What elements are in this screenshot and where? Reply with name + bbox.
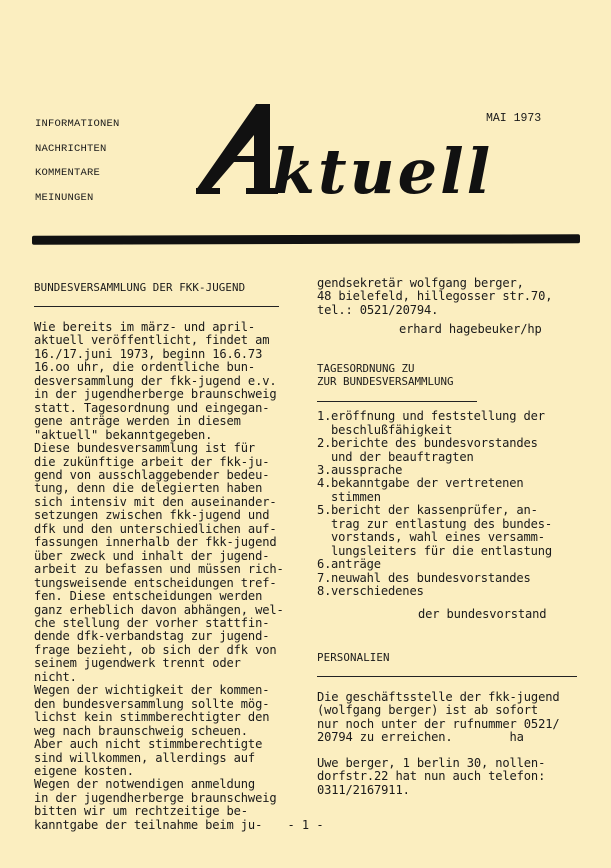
body-line: Aber auch nicht stimmberechtigte [34,737,263,752]
agenda-item-line: stimmen [331,489,381,504]
body-line: sind willkommen, allerdings auf [34,750,256,765]
svg-text:ktuell: ktuell [272,135,494,207]
body-line: statt. Tagesordnung und eingegan- [34,400,270,415]
tagline-line: MEINUNGEN [35,191,94,204]
body-line: gendsekretär wolfgang berger, [317,276,524,290]
agenda-list [317,410,597,598]
agenda-item [317,572,597,585]
agenda-item-line: aussprache [331,463,403,478]
agenda-item-line: verschiedenes [331,584,424,599]
body-line: 48 bielefeld, hillegosser str.70, [317,289,553,304]
agenda-item-line: lungsleiters für die entlastung [331,543,553,558]
agenda-item-number: 5. [317,503,332,518]
agenda-heading-line: TAGESORDNUNG ZU [317,361,415,375]
agenda-item-line: bekanntgabe der vertretenen [331,476,524,491]
agenda-item-number: 4. [317,476,332,491]
body-line: seinem jugendwerk trennt oder [34,656,241,671]
body-line: bitten wir um rechtzeitige be- [34,804,248,819]
agenda-item-text [331,585,424,598]
body-line: 20794 zu erreichen. ha [317,730,524,745]
agenda-item-number: 3. [317,463,332,478]
body-line: aktuell veröffentlicht, findet am [34,333,270,348]
agenda-heading [317,362,597,388]
body-line: fassungen innerhalb der fkk-jugend [34,535,277,550]
body-line: che stellung der vorher stattfin- [34,615,270,630]
agenda-item-number: 7. [317,570,332,585]
body-line: 16./17.juni 1973, beginn 16.6.73 [34,346,263,361]
body-line: eigene kosten. [34,763,134,778]
body-line: über zweck und inhalt der jugend- [34,548,270,563]
body-line: 0311/2167911. [317,782,410,797]
body-line: gene anträge werden in diesem [34,414,241,429]
body-line: arbeit zu befassen und müssen rich- [34,562,284,577]
issue-date: MAI 1973 [486,112,542,125]
page-number: - 1 - [287,818,324,832]
body-line: tel.: 0521/20794. [317,302,439,317]
personalien-paragraph [317,691,597,745]
body-line: Die geschäftsstelle der fkk-jugend [317,690,560,705]
agenda-item-line: trag zur entlastung des bundes- [331,516,553,531]
agenda-signature: der bundesvorstand [418,606,547,621]
agenda-item-number: 2. [317,436,332,451]
right-column [317,277,597,797]
agenda-item-line: beschlußfähigkeit [331,422,453,437]
agenda-item-line: anträge [331,557,381,572]
body-line: nur noch unter der rufnummer 0521/ [317,716,560,731]
body-line: kanntgabe der teilnahme beim ju- [34,817,263,832]
body-line: dende dfk-verbandstag zur jugend- [34,629,270,644]
agenda-item-text [331,558,381,571]
body-line: fen. Diese entscheidungen werden [34,589,263,604]
agenda-item [317,558,597,571]
body-line: "aktuell" bekanntgegeben. [34,427,213,442]
body-line: frage bezieht, ob sich der dfk von [34,642,277,657]
article-body [34,321,306,832]
personalien-rule [317,676,577,677]
body-line: die zukünftige arbeit der fkk-ju- [34,454,270,469]
agenda-item-text [331,572,531,585]
body-line: 16.oo uhr, die ordentliche bun- [34,360,256,375]
agenda-item [317,464,597,477]
body-line: sich intensiv mit den auseinander- [34,494,277,509]
agenda-item [317,437,597,464]
body-line: setzungen zwischen fkk-jugend und [34,508,270,523]
body-line: desversammlung der fkk-jugend e.v. [34,373,277,388]
body-line: lichst kein stimmberechtigter den [34,710,270,725]
agenda-item-text [331,477,524,504]
agenda-item [317,585,597,598]
agenda-item-number: 6. [317,557,332,572]
tagline-line: INFORMATIONEN [35,118,120,130]
body-line: (wolfgang berger) ist ab sofort [317,703,539,718]
body-line: Wegen der notwendigen anmeldung [34,777,256,792]
agenda-item-line: neuwahl des bundesvorstandes [331,570,531,585]
agenda-item-number: 8. [317,584,332,599]
agenda-item-line: und der beauftragten [331,449,474,464]
agenda-item-line: berichte des bundesvorstandes [331,436,538,451]
body-line: tung, denn die delegierten haben [34,481,263,496]
aktuell-logo [196,92,556,207]
body-line: Wie bereits im märz- und april- [34,320,256,334]
agenda-heading-line: ZUR BUNDESVERSAMMLUNG [317,375,454,389]
agenda-item-text [331,464,402,477]
heading-rule [34,306,279,307]
masthead-tagline [35,112,120,210]
agenda-item-line: bericht der kassenprüfer, an- [331,503,538,518]
body-line: Uwe berger, 1 berlin 30, nollen- [317,755,546,770]
agenda-item-line: eröffnung und feststellung der [331,409,545,424]
body-line: tungsweisende entscheidungen tref- [34,575,277,590]
body-line: dorfstr.22 hat nun auch telefon: [317,769,546,784]
body-line: in der jugendherberge braunschweig [34,790,277,805]
body-line: Wegen der wichtigkeit der kommen- [34,683,270,698]
article-bundesversammlung [34,281,306,832]
agenda-rule [317,401,477,402]
body-line: nicht. [34,669,77,684]
body-line: den bundesversammlung sollte mög- [34,696,270,711]
personalien-heading: PERSONALIEN [317,651,390,665]
masthead-rule [32,234,580,244]
agenda-item-line: vorstands, wahl eines versamm- [331,530,545,545]
agenda-item-text [331,504,552,558]
article-heading: BUNDESVERSAMMLUNG DER FKK-JUGEND [34,281,246,294]
body-line: dfk und den unterschiedlichen auf- [34,521,277,536]
body-line: in der jugendherberge braunschweig [34,387,277,402]
article-signature: erhard hagebeuker/hp [399,322,542,337]
agenda-item [317,477,597,504]
agenda-item-text [331,410,545,437]
agenda-item-number: 1. [317,409,332,424]
agenda-item [317,410,597,437]
body-line: ganz erheblich davon abhängen, wel- [34,602,284,617]
body-line: weg nach braunschweig scheuen. [34,723,248,738]
article-continuation [317,277,597,317]
agenda-item-text [331,437,538,464]
agenda-item [317,504,597,558]
tagline-line: KOMMENTARE [35,167,101,179]
body-line: gend von ausschlaggebender bedeu- [34,467,270,482]
personalien-paragraph [317,757,597,797]
tagline-line: NACHRICHTEN [35,142,107,155]
body-line: Diese bundesversammlung ist für [34,441,256,456]
